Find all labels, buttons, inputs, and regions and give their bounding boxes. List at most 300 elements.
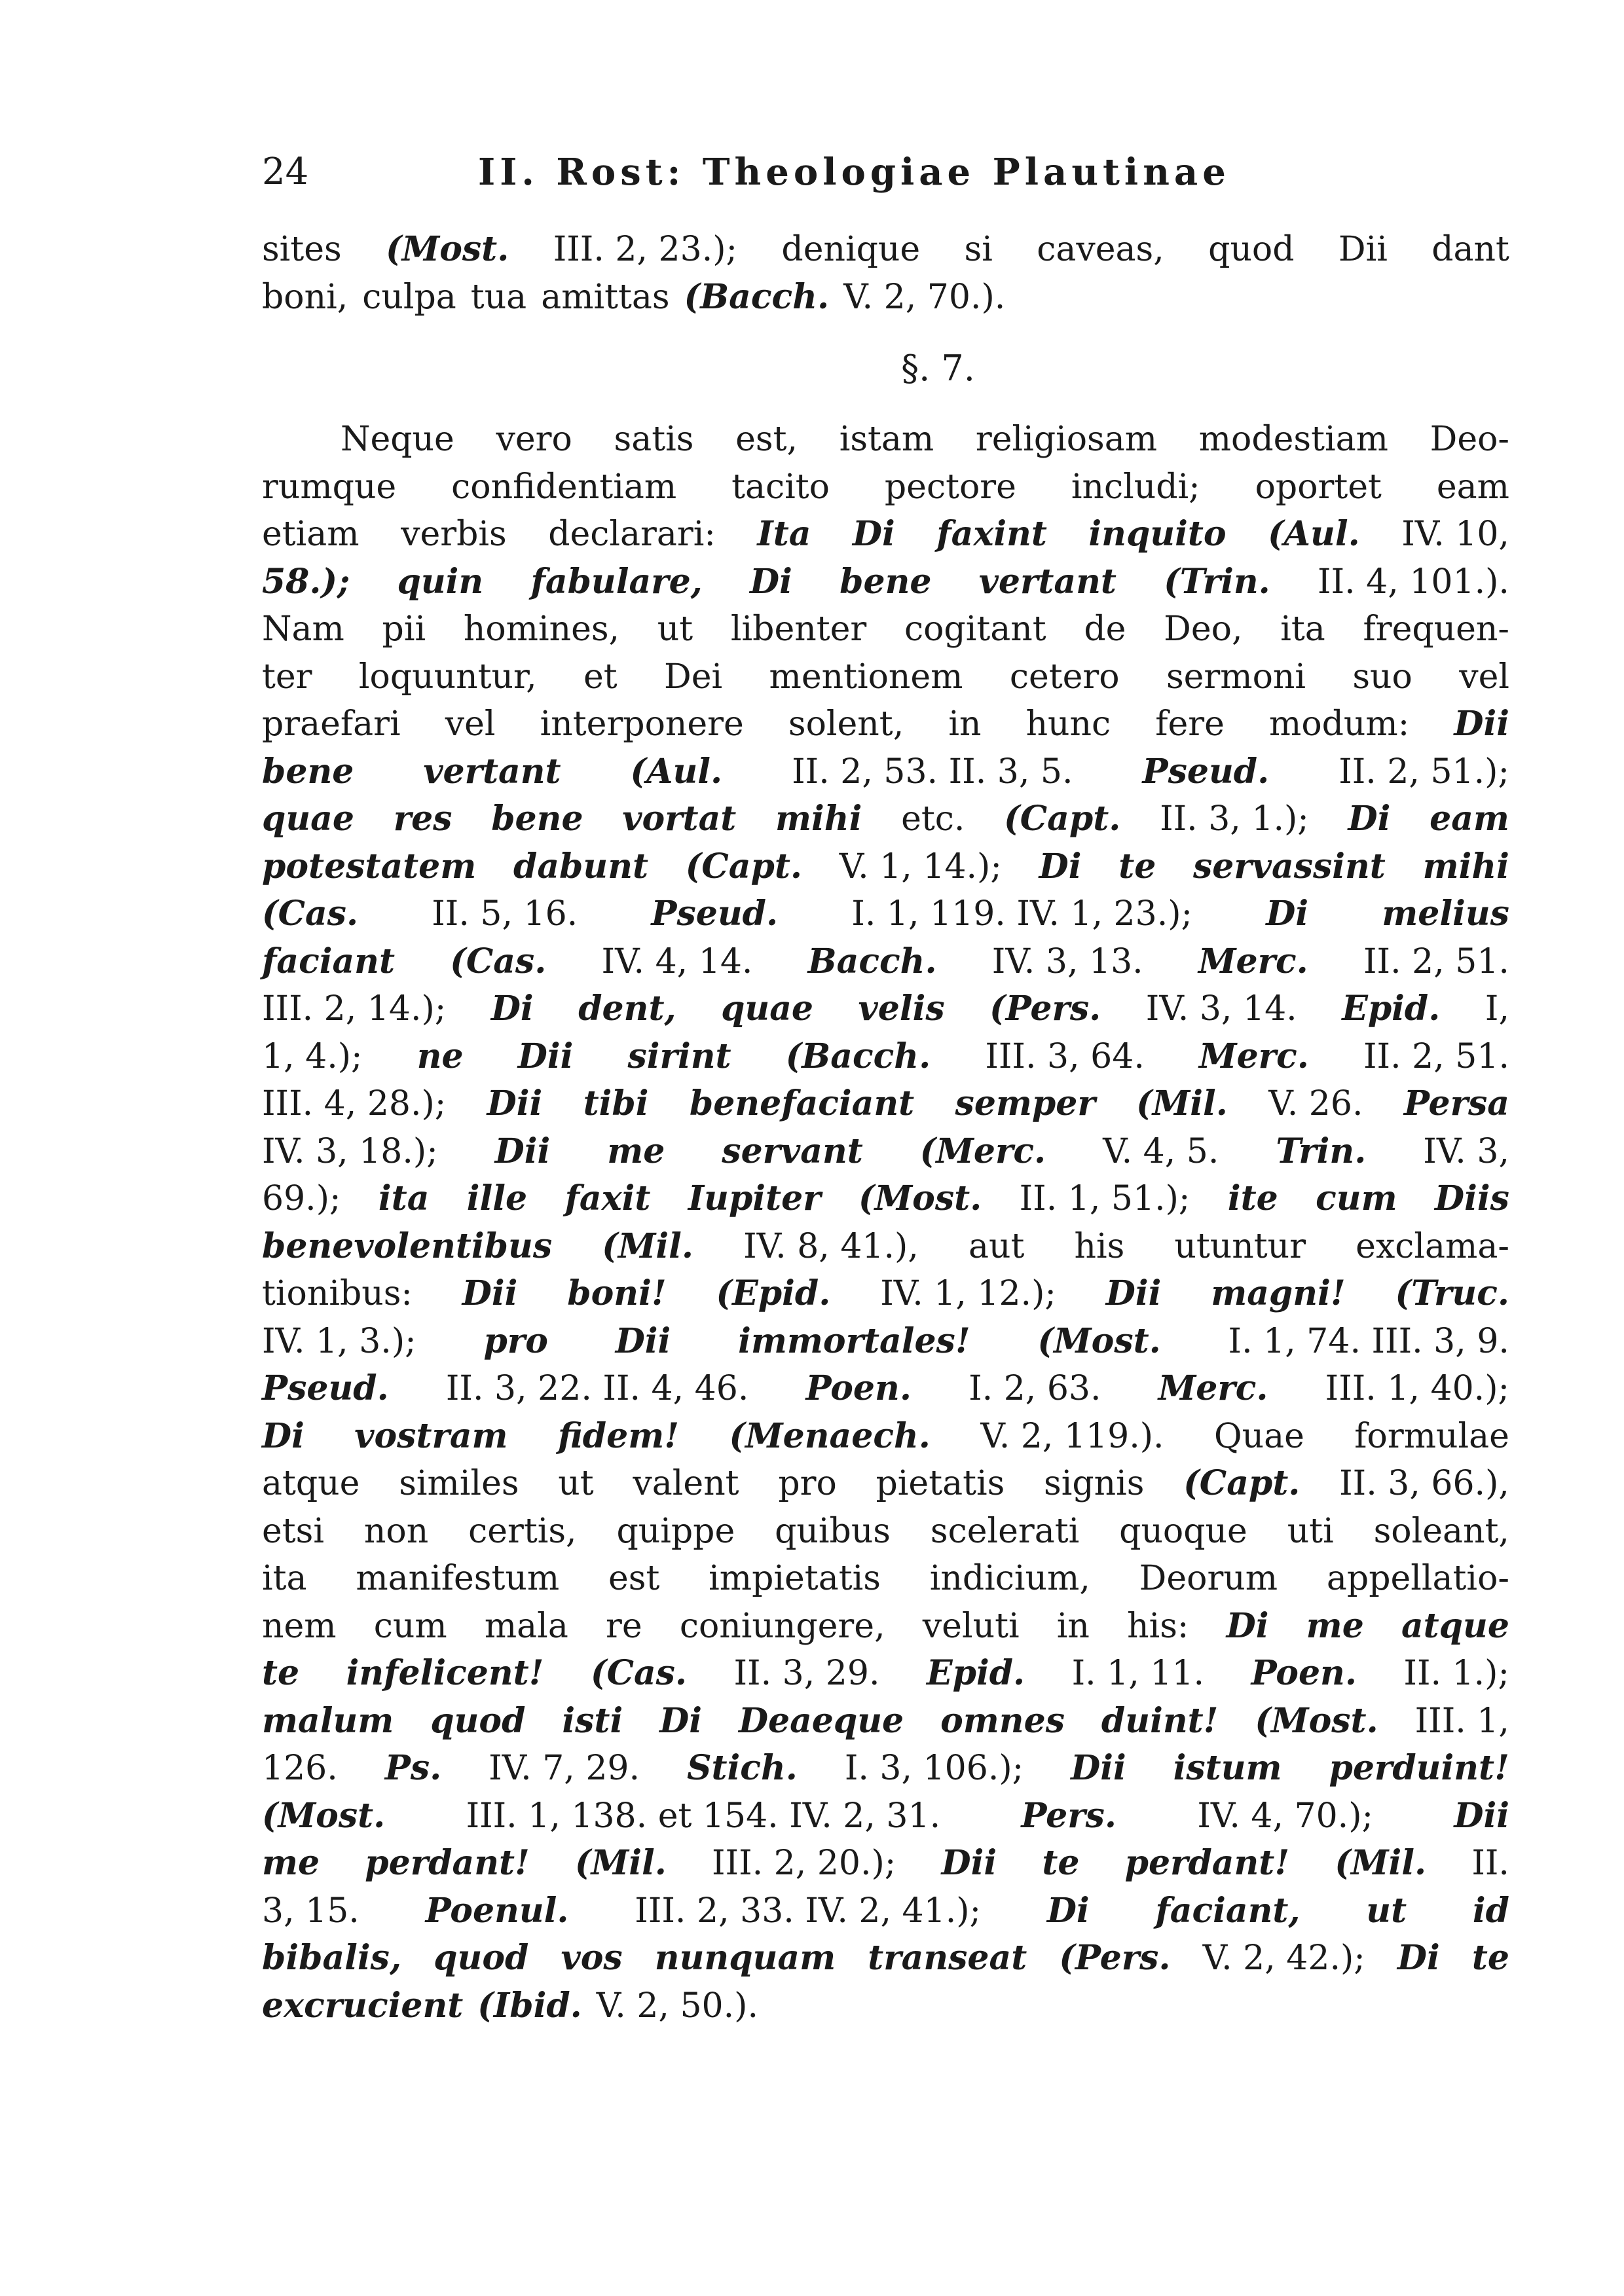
text-line <box>262 1935 1509 1982</box>
word: III. 4, 28.); <box>262 1084 447 1123</box>
italic-citation-word: (Pers. <box>1059 1938 1171 1978</box>
italic-citation-word: Persa <box>1403 1084 1509 1123</box>
word: fere <box>1155 704 1225 744</box>
word: I. 1, 119. IV. 1, 23.); <box>851 894 1193 934</box>
text-line <box>262 511 1509 558</box>
word: Deorum <box>1139 1559 1278 1598</box>
italic-citation-word: Di <box>852 514 895 554</box>
italic-citation-word: Ita <box>757 514 811 554</box>
word: manifestum <box>356 1559 560 1598</box>
text-line <box>262 1175 1509 1223</box>
word: tionibus: <box>262 1274 413 1313</box>
italic-citation-word: velis <box>858 989 945 1029</box>
italic-citation-word: Di <box>750 561 792 602</box>
italic-citation-word: ne <box>416 1036 464 1076</box>
word: I. 2, 63. <box>969 1369 1101 1408</box>
word: frequen- <box>1363 610 1509 649</box>
page-number: 24 <box>262 151 309 193</box>
italic-citation-word: vertant <box>423 751 561 792</box>
italic-citation-word: id <box>1472 1890 1509 1931</box>
text-line <box>262 416 1509 464</box>
italic-citation-word: fidem! <box>557 1415 680 1456</box>
word: V. 26. <box>1268 1084 1363 1123</box>
word: formulae <box>1354 1416 1509 1456</box>
italic-citation-word: boni! <box>567 1273 667 1313</box>
word: 69.); <box>262 1179 341 1218</box>
italic-citation-word: istum <box>1173 1748 1282 1788</box>
word: Deo- <box>1430 420 1509 459</box>
text-line <box>262 795 1509 843</box>
italic-citation-word: servassint <box>1193 846 1386 886</box>
word: verbis <box>401 515 507 554</box>
word: vel <box>445 704 496 744</box>
italic-citation-word: Di <box>1046 1890 1090 1931</box>
word: religiosam <box>975 420 1158 459</box>
body-text <box>262 226 1509 2030</box>
word: atque <box>262 1464 360 1503</box>
word: 3, 15. <box>262 1891 360 1931</box>
italic-citation-word: (Mil. <box>602 1226 693 1266</box>
italic-citation-word: perdant! <box>365 1843 530 1883</box>
word: IV. 3, 13. <box>991 941 1143 981</box>
word: indicium, <box>929 1559 1090 1598</box>
word: modum: <box>1269 704 1410 744</box>
italic-citation-word: dent, <box>578 989 676 1029</box>
text-line <box>262 1270 1509 1318</box>
italic-citation-word: Merc. <box>1199 1036 1309 1076</box>
italic-citation-word: Dii <box>462 1273 518 1313</box>
word: pii <box>382 610 426 649</box>
italic-citation-word: te <box>1042 1843 1080 1883</box>
italic-citation-word: omnes <box>940 1700 1065 1741</box>
italic-citation-word: res <box>393 799 452 839</box>
word: ter <box>262 657 312 697</box>
running-title: II. Rost: Theologiae Plautinae <box>478 151 1230 194</box>
italic-citation-word: bene <box>262 751 354 792</box>
word: IV. 3, 14. <box>1145 989 1297 1029</box>
italic-citation-word: benefaciant <box>689 1084 915 1123</box>
italic-citation-word: semper <box>955 1084 1096 1123</box>
word: caveas, <box>1037 230 1164 269</box>
italic-citation-word: faciant <box>262 941 395 981</box>
text-line <box>262 1745 1509 1793</box>
word: quoque <box>1119 1511 1247 1551</box>
word: hunc <box>1025 704 1111 744</box>
italic-citation-word: mihi <box>1422 846 1509 886</box>
word: III. 1, 40.); <box>1325 1369 1509 1408</box>
word: pietatis <box>876 1464 1005 1503</box>
word: 126. <box>262 1749 338 1788</box>
word: declarari: <box>548 515 716 554</box>
italic-citation-word: tibi <box>583 1084 649 1123</box>
italic-citation-word: Di <box>1039 846 1082 886</box>
word: boni, <box>262 277 348 317</box>
italic-citation-word: Diis <box>1435 1178 1509 1218</box>
word: in <box>1056 1606 1090 1646</box>
word: IV. 3, <box>1423 1131 1509 1171</box>
word: exclama- <box>1356 1226 1509 1266</box>
italic-citation-word: atque <box>1401 1605 1509 1646</box>
italic-citation-word: Bacch. <box>807 941 937 981</box>
italic-citation-word: (Capt. <box>1004 799 1121 839</box>
italic-citation-word: (Bacch. <box>785 1036 931 1076</box>
italic-citation-word: Di <box>262 1415 304 1456</box>
italic-citation-word: mihi <box>775 799 862 839</box>
word: cum <box>373 1606 447 1646</box>
italic-citation-word: Merc. <box>1198 941 1308 981</box>
text-line <box>262 1840 1509 1887</box>
text-line <box>262 890 1509 938</box>
italic-citation-word: Dii <box>517 1036 574 1076</box>
word: uti <box>1287 1511 1334 1551</box>
italic-citation-word: bene <box>840 561 932 602</box>
italic-citation-word: bene <box>491 799 583 839</box>
italic-citation-word: Di <box>1266 894 1309 934</box>
word: etsi <box>262 1511 324 1551</box>
word: denique <box>781 230 921 269</box>
italic-citation-word: 58.); <box>262 561 350 602</box>
italic-citation-word: quin <box>397 561 484 602</box>
word: IV. 1, 12.); <box>880 1274 1056 1313</box>
italic-citation-word: (Truc. <box>1395 1273 1509 1313</box>
word: III. 3, 64. <box>985 1036 1145 1076</box>
text-line <box>262 1793 1509 1840</box>
word: similes <box>399 1464 519 1503</box>
word: solent, <box>788 704 904 744</box>
italic-citation-word: Pseud. <box>651 894 779 934</box>
word: oportet <box>1255 467 1382 507</box>
word: IV. 10, <box>1401 515 1509 554</box>
text-line <box>262 606 1509 653</box>
word: quippe <box>616 1511 735 1551</box>
italic-citation-word: (Merc. <box>919 1131 1046 1171</box>
word: pectore <box>884 467 1016 507</box>
word: et <box>583 657 618 697</box>
word: III. 2, 33. IV. 2, 41.); <box>635 1891 982 1931</box>
italic-citation-word: perdant! <box>1124 1843 1290 1883</box>
italic-citation-word: cum <box>1316 1178 1397 1218</box>
text-line <box>262 1318 1509 1366</box>
text-line <box>262 1603 1509 1650</box>
text-line <box>262 226 1509 274</box>
italic-citation-word: Dii <box>615 1321 671 1361</box>
word: III. 1, 138. et 154. IV. 2, 31. <box>466 1796 941 1836</box>
text-line <box>262 1365 1509 1413</box>
italic-citation-word: Stich. <box>686 1748 798 1788</box>
text-line <box>262 1223 1509 1271</box>
word: coniungere, <box>679 1606 885 1646</box>
italic-citation-word: (Ibid. <box>477 1985 582 2026</box>
text-line <box>262 701 1509 748</box>
word: II. 3, 29. <box>733 1654 880 1693</box>
word: scelerati <box>930 1511 1080 1551</box>
italic-citation-word: (Epid. <box>716 1273 831 1313</box>
word: tacito <box>731 467 830 507</box>
word: rumque <box>262 467 397 507</box>
word: tua <box>470 277 527 317</box>
word: etc. <box>901 799 965 839</box>
italic-citation-word: potestatem <box>262 846 477 886</box>
word: libenter <box>730 610 867 649</box>
word: est <box>608 1559 660 1598</box>
italic-citation-word: (Most. <box>386 229 509 269</box>
italic-citation-word: (Trin. <box>1164 561 1270 602</box>
word: includi; <box>1071 467 1200 507</box>
word: Deo, <box>1164 610 1243 649</box>
italic-citation-word: (Capt. <box>1183 1463 1301 1503</box>
italic-citation-word: sirint <box>627 1036 731 1076</box>
word: Neque <box>341 420 454 459</box>
italic-citation-word: (Most. <box>1037 1321 1161 1361</box>
italic-citation-word: Dii <box>494 1131 551 1171</box>
italic-citation-word: bibalis, <box>262 1938 402 1978</box>
word: I. 3, 106.); <box>844 1749 1024 1788</box>
italic-citation-word: pro <box>483 1321 548 1361</box>
word: satis <box>614 420 694 459</box>
word: I. 1, 11. <box>1071 1654 1205 1693</box>
text-line <box>262 653 1509 701</box>
text-line <box>262 748 1509 796</box>
word: appellatio- <box>1326 1559 1509 1598</box>
word: istam <box>839 420 934 459</box>
italic-citation-word: (Cas. <box>262 894 359 934</box>
word: IV. 3, 18.); <box>262 1131 438 1171</box>
italic-citation-word: (Mil. <box>1136 1084 1228 1123</box>
word: II. 3, 22. II. 4, 46. <box>445 1369 749 1408</box>
italic-citation-word: fabulare, <box>530 561 703 602</box>
word: nem <box>262 1606 337 1646</box>
italic-citation-word: te <box>1118 846 1156 886</box>
italic-citation-word: (Aul. <box>630 751 723 792</box>
word: re <box>606 1606 642 1646</box>
text-line <box>262 1460 1509 1508</box>
text-line <box>262 1982 1509 2030</box>
italic-citation-word: Iupiter <box>688 1178 821 1218</box>
word: sites <box>262 230 342 269</box>
italic-citation-word: Di <box>1226 1605 1269 1646</box>
word: aut <box>968 1226 1025 1266</box>
italic-citation-word: ille <box>466 1178 528 1218</box>
word: III. 2, 20.); <box>712 1844 896 1883</box>
italic-citation-word: (Capt. <box>685 846 802 886</box>
word: mala <box>484 1606 568 1646</box>
word: II. 2, 51. <box>1363 941 1509 981</box>
word: IV. 4, 14. <box>601 941 753 981</box>
italic-citation-word: magni! <box>1211 1273 1346 1313</box>
italic-citation-word: ita <box>378 1178 430 1218</box>
word: praefari <box>262 704 401 744</box>
italic-citation-word: quod <box>430 1700 526 1741</box>
word: V. 4, 5. <box>1103 1131 1219 1171</box>
word: III. 2, 23.); <box>553 230 738 269</box>
word: II. 4, 101.). <box>1318 562 1509 602</box>
text-line <box>262 1508 1509 1556</box>
word: vero <box>496 420 572 459</box>
italic-citation-word: Dii <box>487 1084 543 1123</box>
italic-citation-word: ite <box>1227 1178 1278 1218</box>
word: veluti <box>922 1606 1020 1646</box>
word: V. 2, 70.). <box>843 277 1006 317</box>
word: ita <box>1280 610 1325 649</box>
word: ut <box>657 610 693 649</box>
word: non <box>363 1511 429 1551</box>
italic-citation-word: nunquam <box>654 1938 836 1978</box>
italic-citation-word: (Bacch. <box>684 276 830 317</box>
word: Dei <box>664 657 723 697</box>
word: cetero <box>1009 657 1120 697</box>
italic-citation-word: inquito <box>1088 514 1227 554</box>
italic-citation-word: Di <box>490 989 534 1029</box>
word: II. <box>1471 1844 1509 1883</box>
word: V. 2, 50.). <box>596 1986 758 2026</box>
text-line <box>262 1413 1509 1461</box>
word: utuntur <box>1174 1226 1306 1266</box>
word: V. 1, 14.); <box>839 847 1002 886</box>
italic-citation-word: Poenul. <box>425 1890 569 1931</box>
text-line <box>262 274 1509 321</box>
word: loquuntur, <box>358 657 537 697</box>
word: quod <box>1208 230 1295 269</box>
word: his <box>1074 1226 1125 1266</box>
italic-citation-word: Poen. <box>1251 1653 1357 1693</box>
italic-citation-word: melius <box>1382 894 1509 934</box>
text-line <box>262 1033 1509 1081</box>
word: IV. 8, 41.), <box>743 1226 919 1266</box>
italic-citation-word: Epid. <box>926 1653 1025 1693</box>
italic-citation-word: Poen. <box>805 1368 912 1408</box>
italic-citation-word: Di <box>1397 1938 1440 1978</box>
word: III. 2, 14.); <box>262 989 447 1029</box>
italic-citation-word: (Cas. <box>450 941 547 981</box>
text-line <box>262 558 1509 606</box>
italic-citation-word: faciant, <box>1155 1890 1301 1931</box>
italic-citation-word: excrucient <box>262 1985 464 2026</box>
word: Nam <box>262 610 344 649</box>
word: V. 2, 119.). <box>980 1416 1164 1456</box>
italic-citation-word: immortales! <box>738 1321 970 1361</box>
word: interponere <box>540 704 744 744</box>
text-line <box>262 1128 1509 1176</box>
word: V. 2, 42.); <box>1202 1939 1365 1978</box>
italic-citation-word: (Mil. <box>575 1843 667 1883</box>
italic-citation-word: quod <box>434 1938 529 1978</box>
italic-citation-word: vos <box>561 1938 623 1978</box>
italic-citation-word: faxit <box>564 1178 651 1218</box>
running-head <box>262 149 1310 195</box>
text-line <box>262 464 1509 511</box>
word: II. 1, 51.); <box>1019 1179 1190 1218</box>
word: valent <box>633 1464 739 1503</box>
italic-citation-word: Ps. <box>384 1748 442 1788</box>
italic-citation-word: Pseud. <box>1142 751 1270 792</box>
word: Quae <box>1213 1416 1304 1456</box>
italic-citation-word: vostram <box>354 1415 508 1456</box>
word: II. 3, 1.); <box>1160 799 1309 839</box>
word: est, <box>735 420 798 459</box>
text-line <box>262 938 1509 986</box>
italic-citation-word: quae <box>721 989 814 1029</box>
italic-citation-word: servant <box>722 1131 863 1171</box>
word: his: <box>1127 1606 1189 1646</box>
word: signis <box>1044 1464 1145 1503</box>
text-line <box>262 1555 1509 1603</box>
word: II. 3, 66.), <box>1339 1464 1509 1503</box>
italic-citation-word: Trin. <box>1276 1131 1367 1171</box>
word: II. 2, 53. II. 3, 5. <box>792 752 1073 792</box>
word: sermoni <box>1166 657 1306 697</box>
italic-citation-word: me <box>262 1843 320 1883</box>
italic-citation-word: Di <box>659 1700 702 1741</box>
italic-citation-word: Dii <box>1454 704 1509 744</box>
word: IV. 4, 70.); <box>1197 1796 1374 1836</box>
italic-citation-word: infelicent! <box>346 1653 544 1693</box>
text-line <box>262 1080 1509 1128</box>
word: amittas <box>541 277 670 317</box>
italic-citation-word: (Most. <box>262 1795 386 1836</box>
text-line <box>262 1650 1509 1698</box>
italic-citation-word: transeat <box>868 1938 1027 1978</box>
italic-citation-word: (Most. <box>858 1178 982 1218</box>
italic-citation-word: Dii <box>1105 1273 1162 1313</box>
italic-citation-word: (Mil. <box>1335 1843 1427 1883</box>
italic-citation-word: dabunt <box>513 846 649 886</box>
word: soleant, <box>1373 1511 1509 1551</box>
word: IV. 7, 29. <box>489 1749 640 1788</box>
word: I, <box>1485 989 1509 1029</box>
italic-citation-word: Deaeque <box>738 1700 904 1741</box>
italic-citation-word: me <box>1306 1605 1364 1646</box>
italic-citation-word: Di <box>1348 799 1391 839</box>
word: III. 1, <box>1414 1701 1509 1741</box>
word: II. 2, 51. <box>1363 1036 1509 1076</box>
word: quibus <box>775 1511 891 1551</box>
italic-citation-word: Pers. <box>1021 1795 1116 1836</box>
italic-citation-word: Pseud. <box>262 1368 389 1408</box>
word: ita <box>262 1559 307 1598</box>
word: etiam <box>262 515 360 554</box>
text-line <box>262 1698 1509 1745</box>
italic-citation-word: Merc. <box>1158 1368 1268 1408</box>
word: confidentiam <box>451 467 677 507</box>
word: dant <box>1431 230 1509 269</box>
word: II. 2, 51.); <box>1338 752 1509 792</box>
italic-citation-word: quae <box>262 799 354 839</box>
italic-citation-word: me <box>607 1131 665 1171</box>
italic-citation-word: vertant <box>978 561 1116 602</box>
word: certis, <box>468 1511 577 1551</box>
text-line <box>262 985 1509 1033</box>
word: in <box>948 704 982 744</box>
italic-citation-word: (Aul. <box>1268 514 1360 554</box>
word: si <box>964 230 993 269</box>
italic-citation-word: (Most. <box>1255 1700 1378 1741</box>
word: pro <box>778 1464 837 1503</box>
word: I. 1, 74. III. 3, 9. <box>1228 1321 1509 1361</box>
italic-citation-word: Dii <box>1071 1748 1126 1788</box>
italic-citation-word: isti <box>562 1700 623 1741</box>
paragraph-section-7 <box>262 416 1509 2030</box>
italic-citation-word: ut <box>1366 1890 1407 1931</box>
italic-citation-word: te <box>262 1653 300 1693</box>
text-line <box>262 1887 1509 1935</box>
word: II. 5, 16. <box>432 894 578 934</box>
italic-citation-word: eam <box>1430 799 1509 839</box>
word: Dii <box>1338 230 1388 269</box>
word: II. 1.); <box>1403 1654 1509 1693</box>
text-line <box>262 843 1509 891</box>
word: de <box>1084 610 1126 649</box>
italic-citation-word: benevolentibus <box>262 1226 553 1266</box>
